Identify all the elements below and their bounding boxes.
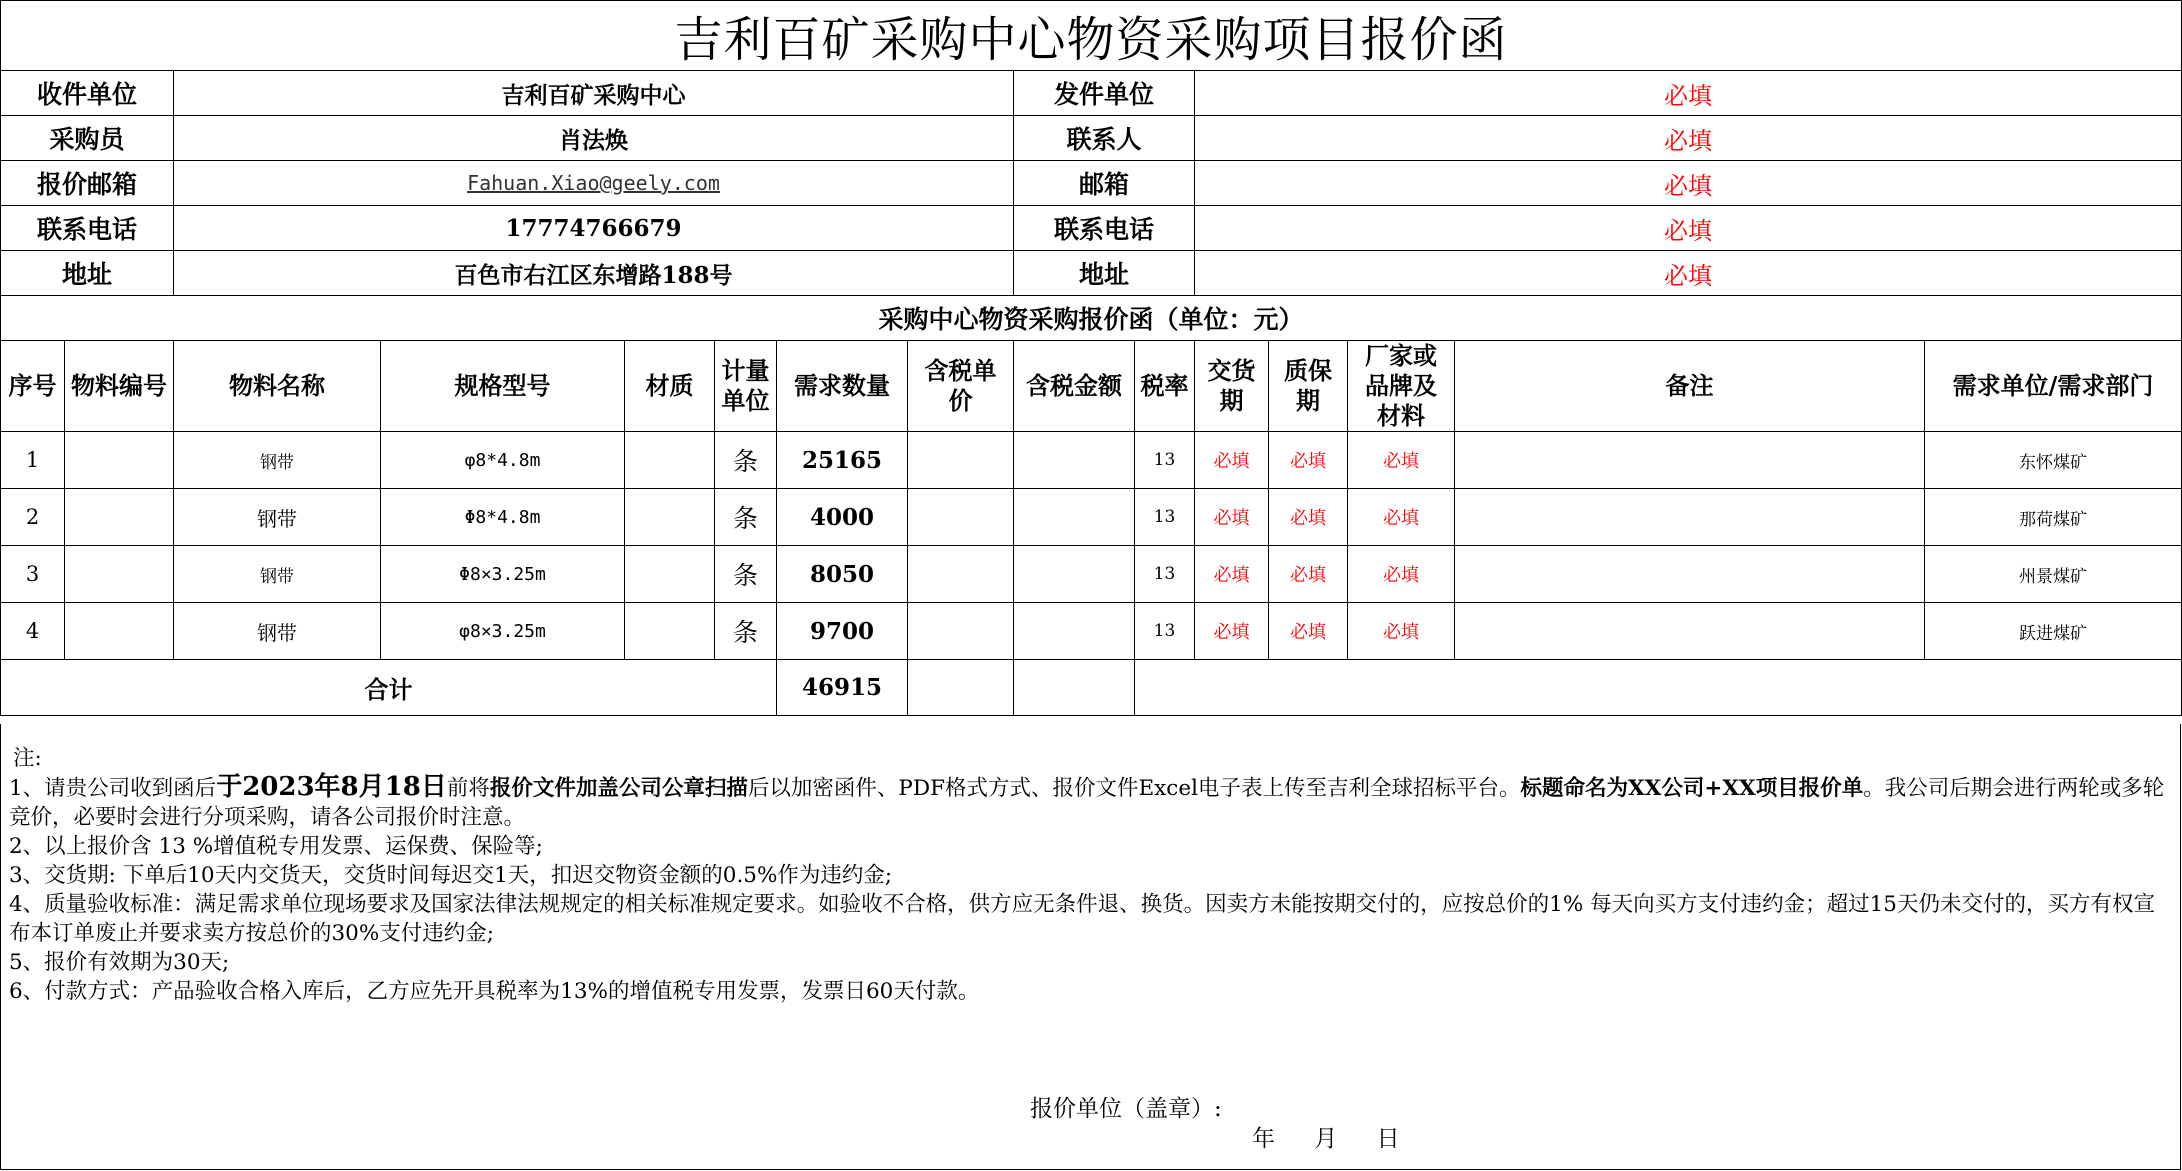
column-header: 备注	[1455, 341, 1925, 432]
item-unit: 条	[715, 603, 777, 660]
item-quantity: 8050	[777, 546, 908, 603]
note-1-deadline: 于2023年8月18日	[216, 772, 447, 802]
item-name: 钢带	[174, 489, 381, 546]
item-warranty-required[interactable]: 必填	[1269, 432, 1348, 489]
note-1	[9, 773, 2170, 832]
column-header: 税率	[1135, 341, 1195, 432]
item-brand-required[interactable]: 必填	[1348, 489, 1455, 546]
note-2: 2、以上报价含 13 %增值税专用发票、运保费、保险等;	[9, 834, 543, 859]
item-delivery-required[interactable]: 必填	[1195, 603, 1269, 660]
item-delivery-required[interactable]: 必填	[1195, 546, 1269, 603]
column-header: 含税单价	[908, 341, 1014, 432]
item-warranty-required[interactable]: 必填	[1269, 546, 1348, 603]
info-left-label: 采购员	[1, 116, 174, 161]
total-rest-cell	[1135, 660, 2182, 716]
info-right-value-required[interactable]: 必填	[1195, 161, 2182, 206]
item-quantity: 25165	[777, 432, 908, 489]
item-department: 跃进煤矿	[1925, 603, 2182, 660]
column-header: 规格型号	[381, 341, 625, 432]
item-warranty-required[interactable]: 必填	[1269, 603, 1348, 660]
item-unit-price-input[interactable]	[908, 546, 1014, 603]
item-spec: Φ8×3.25m	[381, 546, 625, 603]
item-material[interactable]	[625, 603, 715, 660]
note-1-part-a: 1、请贵公司收到函后	[9, 776, 217, 801]
total-quantity: 46915	[777, 660, 908, 716]
item-spec: φ8×3.25m	[381, 603, 625, 660]
info-right-label: 发件单位	[1014, 71, 1195, 116]
item-unit: 条	[715, 546, 777, 603]
item-quantity: 4000	[777, 489, 908, 546]
note-1-part-c: 前将	[446, 776, 490, 801]
info-right-value-required[interactable]: 必填	[1195, 251, 2182, 296]
item-unit: 条	[715, 489, 777, 546]
column-header: 交货期	[1195, 341, 1269, 432]
item-warranty-required[interactable]: 必填	[1269, 489, 1348, 546]
info-left-value: 肖法焕	[174, 116, 1014, 161]
info-left-label: 收件单位	[1, 71, 174, 116]
item-delivery-required[interactable]: 必填	[1195, 489, 1269, 546]
note-1-part-e: 后以加密函件、PDF格式方式、报价文件Excel电子表上传至吉利全球招标平台。	[747, 776, 1521, 801]
note-4: 4、质量验收标准：满足需求单位现场要求及国家法律法规规定的相关标准规定要求。如验收不合格，供方应无条件退、换货。因卖方未能按期交付的，应按总价的1% 每天向买方支付违约金；超过15天仍未交付的，买方有权宣布本订单废止并要求卖方按总价的30%支付违约金;	[9, 892, 2155, 946]
note-1-stamp-requirement: 报价文件加盖公司公章扫描	[489, 776, 748, 801]
email-link[interactable]: Fahuan.Xiao@geely.com	[467, 171, 720, 195]
item-amount-input[interactable]	[1014, 489, 1135, 546]
item-remark[interactable]	[1455, 603, 1925, 660]
info-left-label: 报价邮箱	[1, 161, 174, 206]
signature-date: 年 月 日	[1252, 1126, 1400, 1152]
info-row	[1, 206, 2182, 251]
notes-heading: 注:	[13, 746, 42, 771]
item-unit-price-input[interactable]	[908, 603, 1014, 660]
item-tax-rate: 13	[1135, 432, 1195, 489]
column-header: 厂家或品牌及材料	[1348, 341, 1455, 432]
total-row	[1, 660, 2182, 716]
item-name: 钢带	[174, 603, 381, 660]
info-left-label: 地址	[1, 251, 174, 296]
column-header: 物料编号	[65, 341, 174, 432]
info-right-label: 地址	[1014, 251, 1195, 296]
info-left-value: 吉利百矿采购中心	[174, 71, 1014, 116]
item-unit-price-input[interactable]	[908, 489, 1014, 546]
info-right-label: 邮箱	[1014, 161, 1195, 206]
item-number: 2	[1, 489, 65, 546]
item-amount-input[interactable]	[1014, 546, 1135, 603]
item-tax-rate: 13	[1135, 603, 1195, 660]
item-material[interactable]	[625, 489, 715, 546]
total-amount-cell	[1014, 660, 1135, 716]
column-header: 序号	[1, 341, 65, 432]
info-right-label: 联系电话	[1014, 206, 1195, 251]
item-unit-price-input[interactable]	[908, 432, 1014, 489]
item-code[interactable]	[65, 489, 174, 546]
contact-info-block	[1, 71, 2182, 296]
item-spec: φ8*4.8m	[381, 432, 625, 489]
item-brand-required[interactable]: 必填	[1348, 546, 1455, 603]
info-row	[1, 161, 2182, 206]
table-row	[1, 603, 2182, 660]
note-3: 3、交货期: 下单后10天内交货天，交货时间每迟交1天，扣迟交物资金额的0.5%作为违约金;	[9, 863, 893, 888]
item-amount-input[interactable]	[1014, 603, 1135, 660]
item-number: 3	[1, 546, 65, 603]
item-spec: Φ8*4.8m	[381, 489, 625, 546]
note-1-naming-rule: 标题命名为XX公司+XX项目报价单	[1520, 776, 1864, 801]
info-right-value-required[interactable]: 必填	[1195, 116, 2182, 161]
item-remark[interactable]	[1455, 489, 1925, 546]
info-right-label: 联系人	[1014, 116, 1195, 161]
column-header: 含税金额	[1014, 341, 1135, 432]
item-number: 4	[1, 603, 65, 660]
item-material[interactable]	[625, 546, 715, 603]
item-remark[interactable]	[1455, 432, 1925, 489]
column-header: 计量单位	[715, 341, 777, 432]
table-subtitle: 采购中心物资采购报价函（单位：元）	[1, 296, 2182, 341]
info-right-value-required[interactable]: 必填	[1195, 71, 2182, 116]
signature-label: 报价单位（盖章）:	[1030, 1096, 1222, 1122]
info-left-label: 联系电话	[1, 206, 174, 251]
item-remark[interactable]	[1455, 546, 1925, 603]
note-5: 5、报价有效期为30天;	[9, 950, 230, 975]
item-material[interactable]	[625, 432, 715, 489]
item-department: 东怀煤矿	[1925, 432, 2182, 489]
item-tax-rate: 13	[1135, 489, 1195, 546]
column-header: 需求单位/需求部门	[1925, 341, 2182, 432]
item-name: 钢带	[174, 546, 381, 603]
item-code[interactable]	[65, 546, 174, 603]
table-row	[1, 432, 2182, 489]
info-row	[1, 251, 2182, 296]
item-number: 1	[1, 432, 65, 489]
info-left-value: 百色市右江区东增路188号	[174, 251, 1014, 296]
total-label: 合计	[1, 660, 777, 716]
total-price-cell	[908, 660, 1014, 716]
item-delivery-required[interactable]: 必填	[1195, 432, 1269, 489]
column-header: 物料名称	[174, 341, 381, 432]
note-1-part-g: 。我公司后期会进行两轮或多轮竞价，必要时会进行分项采购，请各公司报价时注意。	[9, 776, 2165, 830]
info-row	[1, 71, 2182, 116]
column-header: 材质	[625, 341, 715, 432]
info-left-value[interactable]	[174, 161, 1014, 206]
item-tax-rate: 13	[1135, 546, 1195, 603]
item-name: 钢带	[174, 432, 381, 489]
table-row	[1, 546, 2182, 603]
items-body	[1, 432, 2182, 660]
page-title: 吉利百矿采购中心物资采购项目报价函	[1, 1, 2182, 71]
info-row	[1, 116, 2182, 161]
column-header: 质保期	[1269, 341, 1348, 432]
item-amount-input[interactable]	[1014, 432, 1135, 489]
table-row	[1, 489, 2182, 546]
note-6: 6、付款方式：产品验收合格入库后，乙方应先开具税率为13%的增值税专用发票，发票日60天付款。	[9, 979, 980, 1004]
item-department: 州景煤矿	[1925, 546, 2182, 603]
column-header: 需求数量	[777, 341, 908, 432]
info-left-value: 17774766679	[174, 206, 1014, 251]
column-header-row	[1, 341, 2182, 432]
info-right-value-required[interactable]: 必填	[1195, 206, 2182, 251]
item-code[interactable]	[65, 603, 174, 660]
item-unit: 条	[715, 432, 777, 489]
item-code[interactable]	[65, 432, 174, 489]
item-department: 那荷煤矿	[1925, 489, 2182, 546]
item-brand-required[interactable]: 必填	[1348, 432, 1455, 489]
item-quantity: 9700	[777, 603, 908, 660]
item-brand-required[interactable]: 必填	[1348, 603, 1455, 660]
